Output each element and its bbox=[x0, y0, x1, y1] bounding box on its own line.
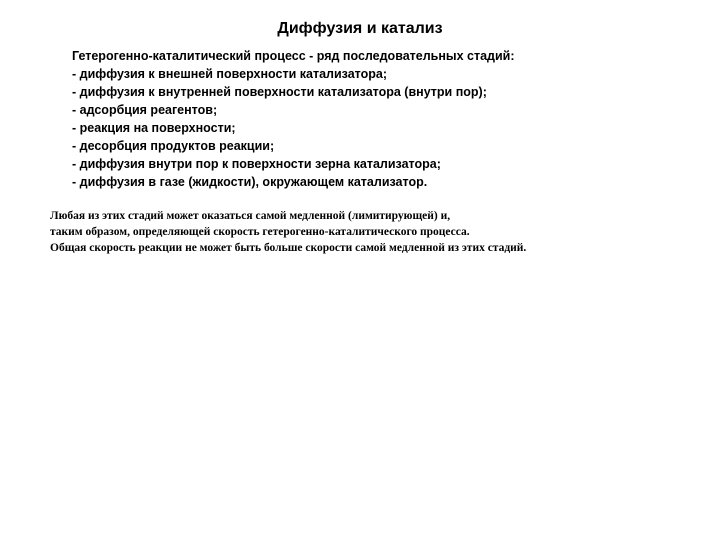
stages-intro: Гетерогенно-каталитический процесс - ряд последовательных стадий: bbox=[72, 49, 515, 63]
conclusion-paragraph bbox=[50, 208, 526, 256]
stage-item: - реакция на поверхности; bbox=[72, 121, 236, 135]
slide-title: Диффузия и катализ bbox=[277, 20, 443, 37]
conclusion-line: Любая из этих стадий может оказаться самой медленной (лимитирующей) и, bbox=[50, 210, 451, 222]
stage-item: - диффузия внутри пор к поверхности зерна катализатора; bbox=[72, 157, 441, 171]
stage-item: - адсорбция реагентов; bbox=[72, 103, 218, 117]
conclusion-line: Общая скорость реакции не может быть больше скорости самой медленной из этих стадий. bbox=[50, 242, 527, 254]
stage-item: - диффузия в газе (жидкости), окружающем катализатор. bbox=[72, 175, 428, 189]
stage-item: - диффузия к внутренней поверхности катализатора (внутри пор); bbox=[72, 85, 487, 99]
stage-item: - диффузия к внешней поверхности катализатора; bbox=[72, 67, 387, 81]
conclusion-line: таким образом, определяющей скорость гетерогенно-каталитического процесса. bbox=[50, 226, 470, 238]
stage-item: - десорбция продуктов реакции; bbox=[72, 139, 275, 153]
stages-list bbox=[72, 47, 515, 191]
